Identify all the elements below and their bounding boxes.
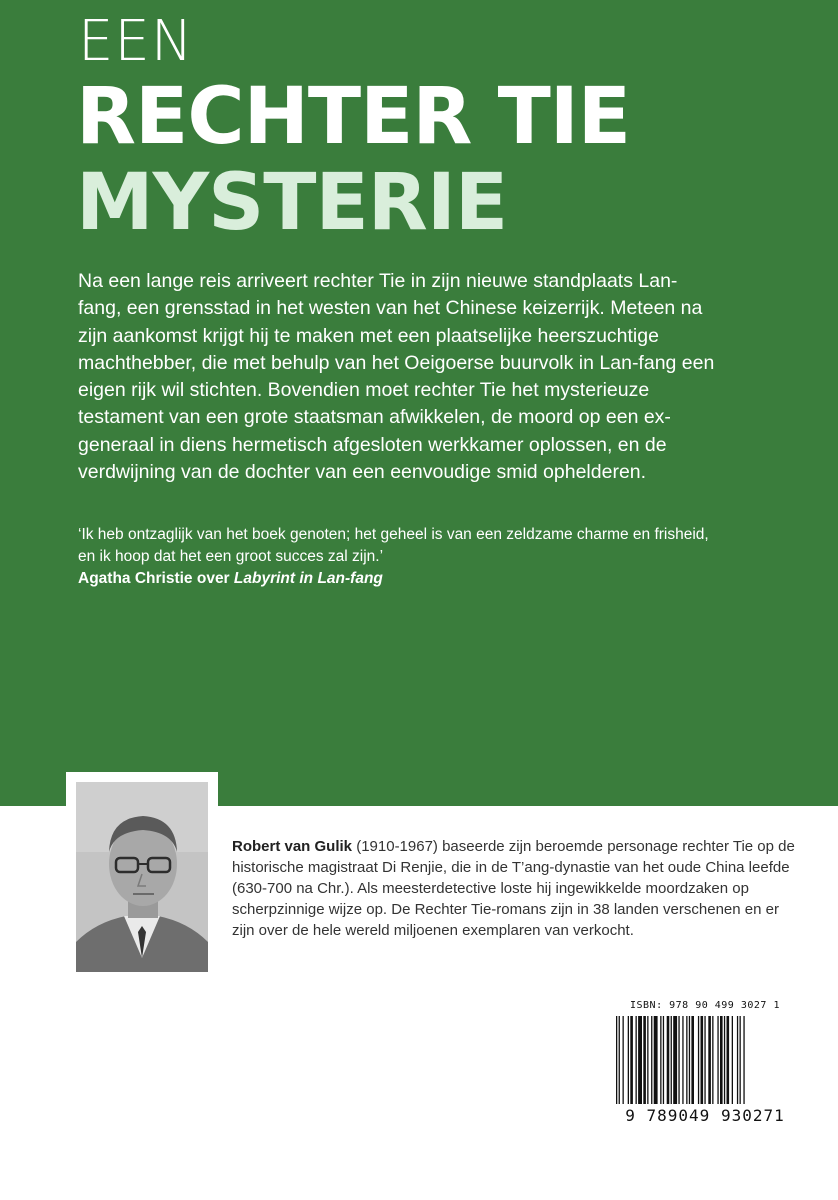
barcode-bar [727,1016,730,1104]
barcode-bar [651,1016,652,1104]
author-name: Robert van Gulik [232,838,353,855]
barcode-bar [682,1016,683,1104]
barcode-bar [673,1016,677,1104]
author-portrait-image [76,782,208,972]
barcode-bar [720,1016,723,1104]
title-rechter-tie: RECHTER TIE [76,72,631,162]
barcode-bar [732,1016,733,1104]
barcode-bar [667,1016,670,1104]
barcode-bar [671,1016,672,1104]
quote-attribution [78,568,718,590]
author-bio-text: (1910-1967) baseerde zijn beroemde personage rechter Tie op de historische magistraat Di Renjie, die in de T’ang-dynastie van het oude China leefde (630-700 na Chr.). Als meesterdetective loste hij ingewikkelde moordzaken op scherpzinnige wijze op. De Rechter Tie-romans zijn in 38 landen verschenen en er zijn over de hele wereld miljoenen exemplaren van verkocht. [232,838,795,939]
quote-author: Agatha Christie over [78,570,234,587]
author-bio [232,836,804,941]
isbn-barcode [612,1000,798,1126]
barcode-bar [689,1016,690,1104]
title-een: EEN [78,9,194,74]
quote-text: ‘Ik heb ontzaglijk van het boek genoten; het geheel is van een zeldzame charme en frisheid, en ik hoop dat het een groot succes zal zijn.’ [78,526,709,565]
barcode-bar [717,1016,718,1104]
barcode-bar [740,1016,741,1104]
barcode-bar [691,1016,694,1104]
barcode-bar [686,1016,687,1104]
barcode-bar [638,1016,642,1104]
barcode-bar [660,1016,661,1104]
barcode-bar [616,1016,617,1104]
barcode-bar [628,1016,629,1104]
barcode-bar [698,1016,699,1104]
author-photo [76,782,208,972]
barcode-bar [737,1016,738,1104]
barcode-bar [743,1016,744,1104]
barcode-bar [724,1016,725,1104]
barcode-bar [712,1016,713,1104]
author-photo-frame [66,772,218,982]
barcode-bar [636,1016,637,1104]
barcode-bar [647,1016,648,1104]
barcode-bar [708,1016,711,1104]
barcode-bar [663,1016,664,1104]
ean-number: 9 789049 930271 [625,1106,785,1125]
title-mysterie: MYSTERIE [76,158,508,248]
barcode-bar [701,1016,704,1104]
review-quote [78,524,718,590]
barcode-bars [616,1016,794,1104]
barcode-bar [704,1016,705,1104]
barcode-bar [619,1016,620,1104]
barcode-bar [630,1016,633,1104]
isbn-label: ISBN: 978 90 499 3027 1 [630,1000,780,1011]
barcode-bar [678,1016,679,1104]
quote-book-title: Labyrint in Lan-fang [233,570,383,587]
book-blurb: Na een lange reis arriveert rechter Tie in zijn nieuwe standplaats Lan-fang, een grensstad in het westen van het Chinese keizerrijk. Meteen na zijn aankomst krijgt hij te maken met een plaatselijke heerszuchtige machthebber, die met behulp van het Oeigoerse buurvolk in Lan-fang een eigen rijk wil stichten. Bovendien moet rechter Tie het mysterieuze testament van een grote staatsman afwikkelen, de moord op een ex-generaal in diens hermetisch afgesloten werkkamer oplossen, en de verdwijning van de dochter van een eenvoudige smid ophelderen. [78,270,715,484]
barcode-bar [654,1016,658,1104]
barcode-bar [623,1016,624,1104]
barcode-bar [643,1016,646,1104]
